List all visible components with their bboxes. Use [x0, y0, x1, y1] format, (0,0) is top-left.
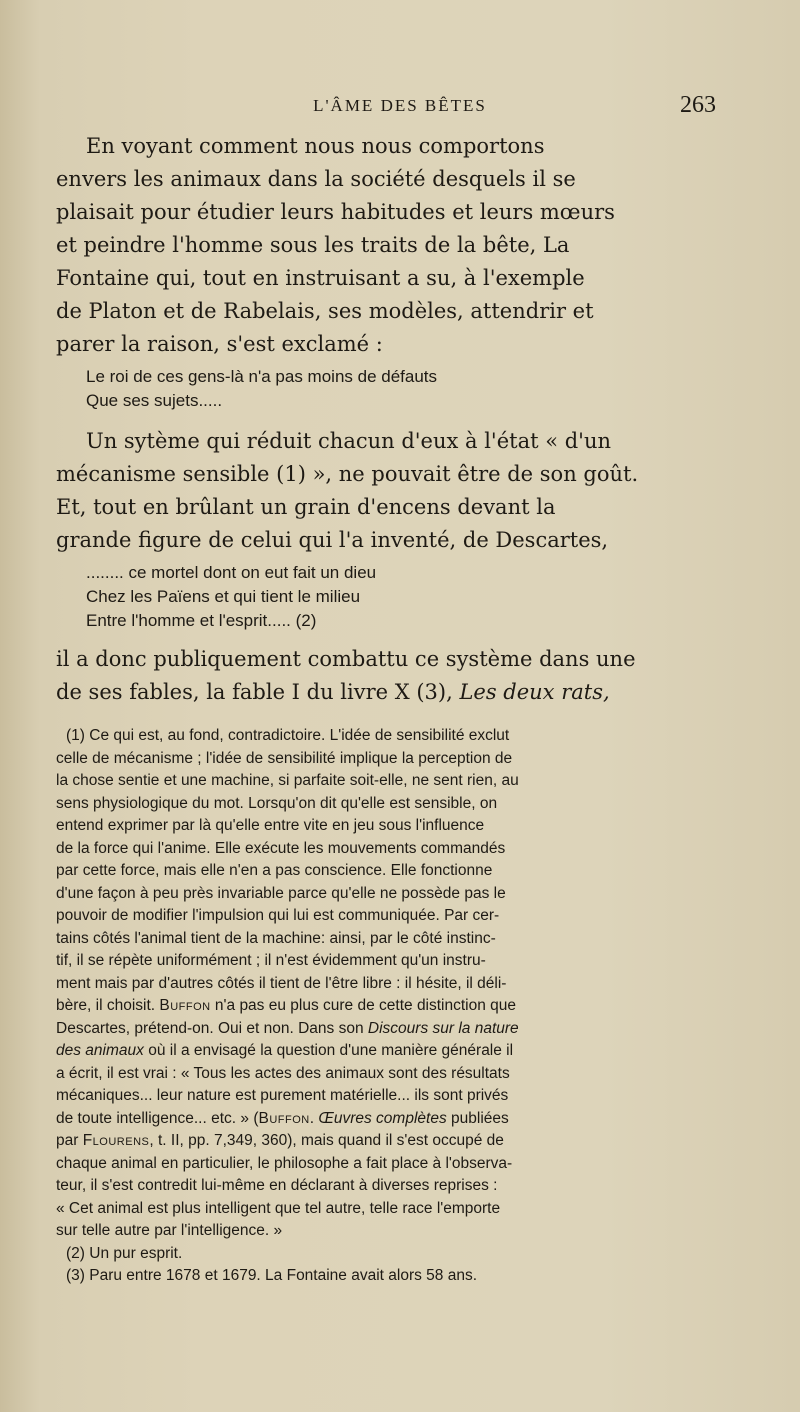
work-title: des animaux [56, 1042, 144, 1059]
text-segment: de ses fables, la fable I du livre X (3), [56, 680, 460, 704]
author-name: Buffon [258, 1109, 310, 1127]
fable-title: Les deux rats, [459, 680, 610, 704]
text-segment: Descartes, prétend-on. Oui et non. Dans son [56, 1019, 368, 1037]
text-segment: où il a envisagé la question d'une manière générale il [143, 1042, 514, 1059]
footnote-line [56, 1018, 736, 1041]
text-line: Et, tout en brûlant un grain d'encens devant la [56, 495, 556, 519]
footnote-line: la chose sentie et une machine, si parfaite soit-elle, ne sent rien, au [56, 772, 519, 789]
paragraph-3 [56, 643, 736, 709]
text-line: envers les animaux dans la société desquels il se [56, 167, 576, 191]
text-segment: . [309, 1109, 319, 1127]
footnote-line: ment mais par d'autres côtés il tient de l'être libre : il hésite, il déli- [56, 974, 507, 992]
text-line: Un sytème qui réduit chacun d'eux à l'état « d'un [86, 429, 611, 453]
text-line: mécanisme sensible (1) », ne pouvait être de son goût. [56, 462, 639, 486]
page-number: 263 [680, 92, 716, 118]
text-line [56, 676, 736, 709]
footnote-line: sens physiologique du mot. Lorsqu'on dit qu'elle est sensible, on [56, 794, 498, 812]
work-title: Œuvres complètes [318, 1109, 447, 1127]
verse-line: Que ses sujets..... [86, 391, 223, 410]
footnote-line [56, 1130, 736, 1153]
verse-line: Entre l'homme et l'esprit..... (2) [86, 611, 317, 630]
footnote-line [56, 1040, 736, 1063]
footnote-line: celle de mécanisme ; l'idée de sensibilité implique la perception de [56, 749, 513, 767]
author-name: Flourens [82, 1132, 150, 1149]
running-title: L'ÂME DES BÊTES [313, 96, 487, 115]
text-segment: , t. II, pp. 7,349, 360), mais quand il s'est occupé de [149, 1132, 504, 1149]
verse-line: ........ ce mortel dont on eut fait un dieu [86, 563, 377, 582]
text-line: parer la raison, s'est exclamé : [56, 332, 383, 356]
text-line: et peindre l'homme sous les traits de la bête, La [56, 233, 570, 257]
author-name: Buffon [159, 997, 211, 1014]
work-title: Discours sur la nature [367, 1019, 519, 1037]
footnote-line: tains côtés l'animal tient de la machine: ainsi, par le côté instinc- [56, 929, 496, 947]
footnote-line: « Cet animal est plus intelligent que tel autre, telle race l'emporte [56, 1199, 501, 1217]
footnotes [56, 725, 736, 1288]
running-head [0, 92, 800, 122]
text-segment: de toute intelligence... etc. » ( [56, 1109, 259, 1127]
text-segment: bère, il choisit. [56, 997, 160, 1014]
verse-line: Le roi de ces gens-là n'a pas moins de défauts [86, 367, 438, 386]
text-segment: publiées [446, 1109, 509, 1127]
footnote-line: de la force qui l'anime. Elle exécute les mouvements commandés [56, 839, 506, 857]
text-line: de Platon et de Rabelais, ses modèles, attendrir et [56, 299, 594, 323]
footnote-3: (3) Paru entre 1678 et 1679. La Fontaine avait alors 58 ans. [66, 1267, 478, 1284]
text-segment: n'a pas eu plus cure de cette distinction que [210, 997, 517, 1014]
verse-quote-1 [56, 365, 736, 413]
footnote-line [56, 1108, 736, 1131]
verse-line: Chez les Païens et qui tient le milieu [86, 587, 361, 606]
text-segment: par [56, 1132, 83, 1149]
footnote-line [56, 995, 736, 1018]
footnote-line: tif, il se répète uniformément ; il n'est évidemment qu'un instru- [56, 952, 486, 969]
text-line: Fontaine qui, tout en instruisant a su, à l'exemple [56, 266, 585, 290]
text-line: il a donc publiquement combattu ce système dans une [56, 647, 636, 671]
paragraph-1 [56, 130, 736, 361]
footnote-line: teur, il s'est contredit lui-même en déclarant à diverses reprises : [56, 1177, 498, 1194]
footnote-line: mécaniques... leur nature est purement matérielle... ils sont privés [56, 1087, 509, 1104]
footnote-line: chaque animal en particulier, le philosophe a fait place à l'observa- [56, 1154, 513, 1172]
footnote-2: (2) Un pur esprit. [66, 1244, 183, 1262]
footnote-line: entend exprimer par là qu'elle entre vite en jeu sous l'influence [56, 817, 485, 834]
paragraph-2 [56, 425, 736, 557]
footnote-line: sur telle autre par l'intelligence. » [56, 1222, 283, 1239]
footnote-line: par cette force, mais elle n'en a pas conscience. Elle fonctionne [56, 862, 493, 879]
body-text [56, 130, 736, 1288]
footnote-line: pouvoir de modifier l'impulsion qui lui est communiquée. Par cer- [56, 907, 500, 924]
text-line: En voyant comment nous nous comportons [86, 134, 545, 158]
text-line: grande figure de celui qui l'a inventé, de Descartes, [56, 528, 609, 552]
text-line: plaisait pour étudier leurs habitudes et leurs mœurs [56, 200, 615, 224]
verse-quote-2 [56, 561, 736, 633]
footnote-line: d'une façon à peu près invariable parce qu'elle ne possède pas le [56, 884, 506, 902]
footnote-line: (1) Ce qui est, au fond, contradictoire. L'idée de sensibilité exclut [66, 727, 510, 744]
footnote-line: a écrit, il est vrai : « Tous les actes des animaux sont des résultats [56, 1064, 510, 1082]
